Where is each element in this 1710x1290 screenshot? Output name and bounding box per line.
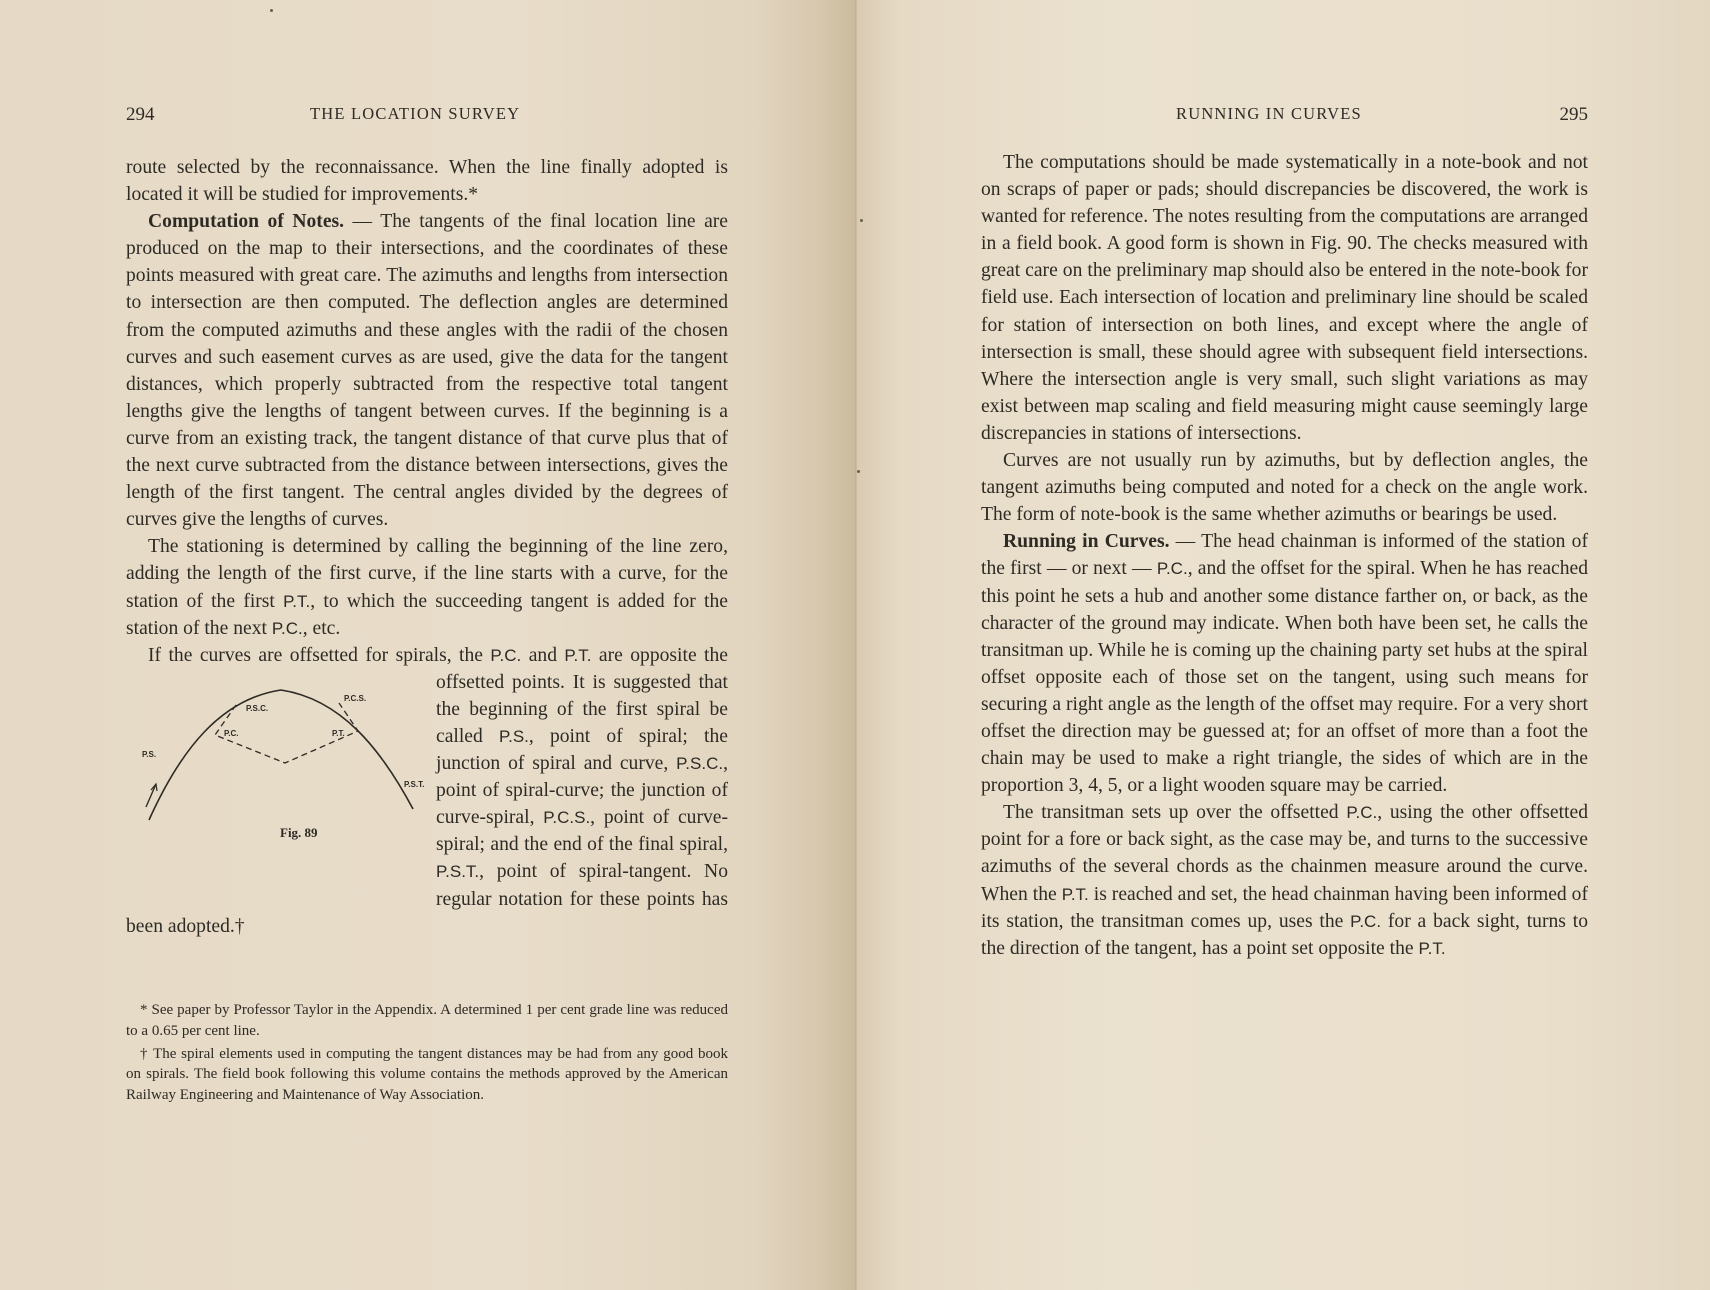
- right-running-head: [981, 104, 1588, 130]
- right-text-column: [981, 149, 1588, 962]
- section-heading: Running in Curves.: [1003, 531, 1170, 553]
- svg-text:P.T.: P.T.: [332, 728, 345, 738]
- footnotes: [126, 1000, 728, 1108]
- spiral-curve-diagram: [136, 659, 426, 834]
- right-page-number: 295: [1559, 104, 1588, 125]
- paragraph-computation-of-notes: Computation of Notes. — The tangents of the final location line are produced on the map to their intersections, and the coordinates of these points measured with great care. The azimuths and lengths from intersection to intersection are then computed. The deflection angles are determined from the computed azimuths and these angles with the radii of the chosen curves and such easement curves as are used, give the data for the tangent distances, which properly subtracted from the respective total tangent lengths give the lengths of tangent between curves. If the beginning is a curve from an existing track, the tangent distance of that curve plus that of the next curve subtracted from the distance between intersections, gives the length of the first tangent. The central angles divided by the degrees of curves give the lengths of curves.: [126, 211, 729, 531]
- section-heading: Computation of Notes.: [148, 211, 345, 233]
- figure-caption: Fig. 89: [280, 824, 318, 840]
- svg-text:P.S.: P.S.: [142, 749, 157, 759]
- right-running-title: RUNNING IN CURVES: [1176, 104, 1362, 123]
- left-running-head: [126, 104, 728, 130]
- paragraph: The transitman sets up over the offsetted P.C., using the other offsetted point for a fore or back sight, as the case may be, and turns to the successive azimuths of the several chords as the chainmen measure around the curve. When the P.T. is reached and set, the head chainman having been informed of its station, the transitman comes up, uses the P.C. for a back sight, turns to the direction of the tangent, has a point set opposite the P.T.: [981, 802, 1588, 959]
- left-running-title: THE LOCATION SURVEY: [310, 104, 521, 123]
- paragraph-spirals: If the curves are offsetted for spirals, the P.C. and P.T. P.S. P.S.C. P.C. P.T. P.C.S. P.S.T. Fig. 89 are opposite the offsetted points. It is suggested that the beginning of the first spiral be called P.S., point of spiral; the junction of spiral and curve, P.S.C., point of spiral-curve; the junction of curve-spiral, P.C.S., point of curve-spiral; and the end of the final spiral, P.S.T., point of spiral-tangent. No regular notation for these points has been adopted.†: [126, 644, 728, 937]
- svg-text:P.S.C.: P.S.C.: [246, 703, 269, 713]
- svg-text:P.C.S.: P.C.S.: [344, 693, 367, 703]
- paper-speck: [270, 9, 273, 12]
- svg-text:P.C.: P.C.: [224, 728, 239, 738]
- paper-speck: [857, 470, 860, 473]
- footnote-dagger: † The spiral elements used in computing the tangent distances may be had from any good book on spirals. The field book following this volume contains the methods approved by the American Railway Engineering and Maintenance of Way Association.: [126, 1045, 728, 1104]
- left-text-column: [126, 154, 728, 940]
- paragraph: Curves are not usually run by azimuths, but by deflection angles, the tangent azimuths being computed and noted for a check on the angle work. The form of note-book is the same whether azimuths or bearings be used.: [981, 450, 1588, 526]
- footnote-asterisk: * See paper by Professor Taylor in the Appendix. A determined 1 per cent grade line was reduced to a 0.65 per cent line.: [126, 1002, 728, 1039]
- svg-text:P.S.T.: P.S.T.: [404, 779, 425, 789]
- paragraph: The stationing is determined by calling the beginning of the line zero, adding the length of the first curve, if the line starts with a curve, for the station of the first P.T., to which the succeeding tangent is added for the station of the next P.C., etc.: [126, 536, 728, 639]
- paper-speck: [860, 219, 863, 222]
- left-page-number: 294: [126, 104, 155, 125]
- paragraph: The computations should be made systematically in a note-book and not on scraps of paper or pads; should discrepancies be discovered, the work is wanted for reference. The notes resulting from the computations are arranged in a field book. A good form is shown in Fig. 90. The checks measured with great care on the preliminary map should also be entered in the note-book for field use. Each intersection of location and preliminary line should be scaled for station of intersection on both lines, and except where the angle of intersection is small, these should agree with subsequent field intersections. Where the intersection angle is very small, such slight variations as may exist between map scaling and field measuring might cause seemingly large discrepancies in stations of intersections.: [981, 152, 1588, 444]
- figure-89: [126, 671, 426, 891]
- paragraph: route selected by the reconnaissance. When the line finally adopted is located it will be studied for improvements.*: [126, 157, 728, 206]
- paragraph-running-in-curves: Running in Curves. — The head chainman is informed of the station of the first — or next — P.C., and the offset for the spiral. When he has reached this point he sets a hub and another some distance farther on, or back, as the character of the ground may indicate. When both have been set, he calls the transitman up. While he is coming up the chaining party set hubs at the spiral offset opposite each of those set on the tangent, using such means for securing a right angle as the length of the offset may require. For a very short offset the direction may be guessed at; for an offset of more than a foot the chain may be used to make a right triangle, the sides of which are in the proportion 3, 4, 5, or a light wooden square may be carried.: [981, 531, 1588, 797]
